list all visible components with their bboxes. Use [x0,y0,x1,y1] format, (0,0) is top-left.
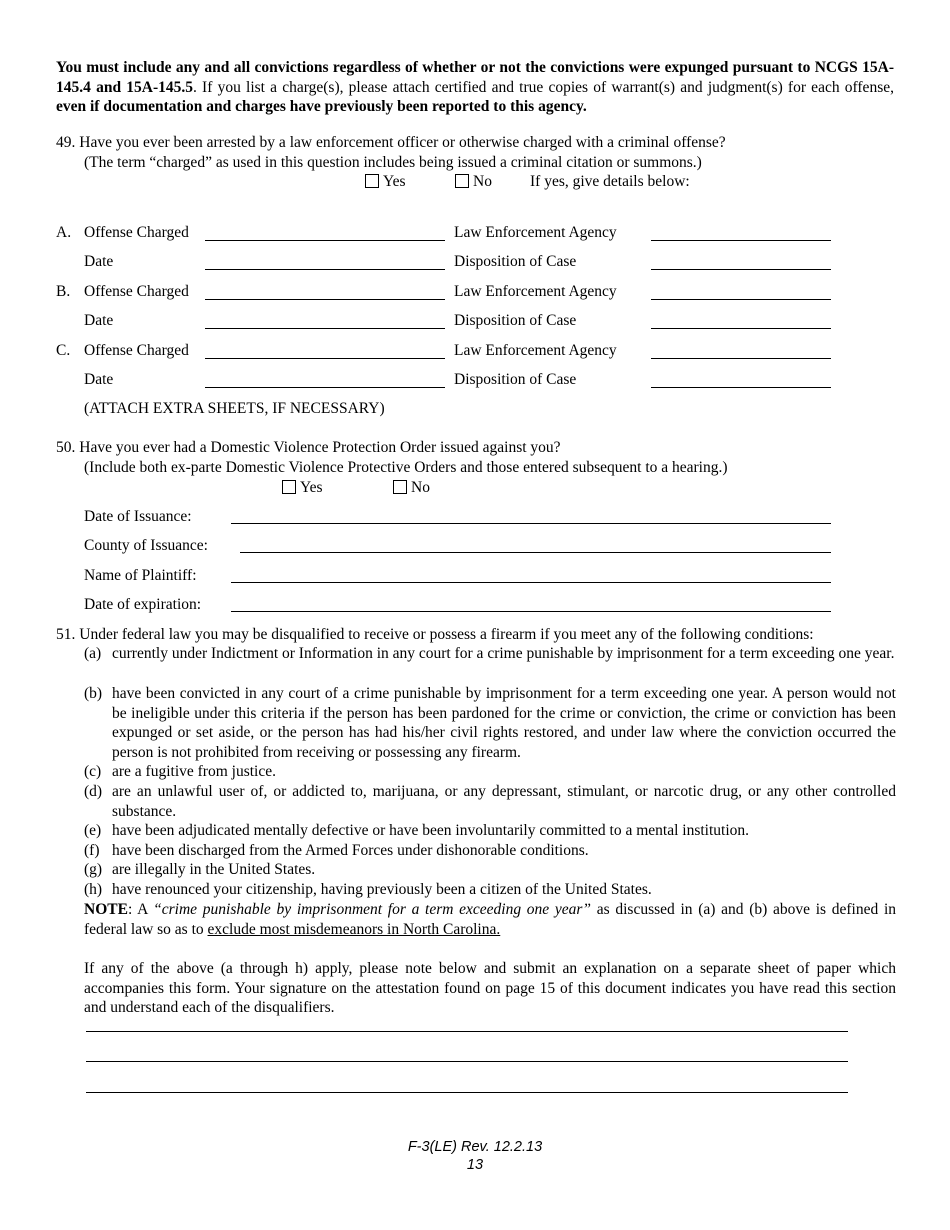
q51-question: 51. Under federal law you may be disqualified to receive or possess a firearm if you meet any of the following conditions: [56,626,814,643]
county-field[interactable] [240,552,831,553]
entry-a-agency-label: Law Enforcement Agency [454,224,617,241]
entry-c-agency-label: Law Enforcement Agency [454,342,617,359]
issuance-date-label: Date of Issuance: [84,508,192,525]
q49-yes-option[interactable] [365,172,406,191]
q51-item-h-text: have renounced your citizenship, having previously been a citizen of the United States. [112,881,652,898]
q51-item-c-label: (c) [84,763,102,780]
county-label: County of Issuance: [84,537,208,554]
entry-c-offense-field[interactable] [205,358,445,359]
q51-item-d-text: are an unlawful user of, or addicted to, marijuana, or any depressant, stimulant, or narcotic drug, or any other controlled substance. [112,783,896,820]
q51-item-e [84,821,896,841]
q50-yes-option[interactable] [282,478,323,497]
q51-item-h [84,880,896,900]
entry-a-date-field[interactable] [205,269,445,270]
entry-c-agency-field[interactable] [651,358,831,359]
expiration-field[interactable] [231,611,831,612]
q51-item-b-text: have been convicted in any court of a crime punishable by imprisonment for a term exceeding one year. A person would not be ineligible under this criteria if the person has been pardoned for the crime or conviction, the crime or conviction has been expunged or set aside, or the person has had his/her civil rights restored, and under law where the conviction occurred the person is not prohibited from receiving or possessing any firearm. [112,685,896,761]
entry-c-letter: C. [56,342,71,359]
entry-b-disposition-label: Disposition of Case [454,312,577,329]
q51-item-h-label: (h) [84,881,103,898]
q50-no-checkbox[interactable] [393,480,407,494]
entry-b-letter: B. [56,283,71,300]
entry-a-disposition-field[interactable] [651,269,831,270]
entry-a-disposition-label: Disposition of Case [454,253,577,270]
note-underline: exclude most misdemeanors in North Carolina. [207,920,501,938]
q49-no-option[interactable] [455,172,492,191]
entry-c-disposition-label: Disposition of Case [454,371,577,388]
attach-note: (ATTACH EXTRA SHEETS, IF NECESSARY) [84,400,385,417]
note-italic: “crime punishable by imprisonment for a term exceeding one year” [153,901,592,918]
q51-item-c [84,762,896,782]
q50-note: (Include both ex-parte Domestic Violence Protective Orders and those entered subsequent to a hearing.) [84,459,728,476]
entry-b-offense-label: Offense Charged [84,283,189,300]
entry-b-agency-label: Law Enforcement Agency [454,283,617,300]
intro-bold-2: even if documentation and charges have previously been reported to this agency. [56,98,587,115]
entry-c-offense-label: Offense Charged [84,342,189,359]
entry-c-date-field[interactable] [205,387,445,388]
explanation-line-3[interactable] [86,1092,848,1093]
page-number: 13 [466,1157,484,1173]
q51-item-e-text: have been adjudicated mentally defective or have been involuntarily committed to a mental institution. [112,822,750,839]
q51-item-b-label: (b) [84,685,103,702]
q51-item-c-text: are a fugitive from justice. [112,763,276,780]
q49-note: (The term “charged” as used in this question includes being issued a criminal citation or summons.) [84,154,702,171]
q51-item-d-label: (d) [84,783,103,800]
q50-yes-checkbox[interactable] [282,480,296,494]
q51-item-f-text: have been discharged from the Armed Forces under dishonorable conditions. [112,842,589,859]
q51-note [84,900,896,939]
note-text-b: as discussed in (a) and (b) above is defined in federal law so as to [84,901,897,938]
intro-bold-1: You must include any and all convictions regardless of whether or not the convictions were expunged pursuant to NCGS 15A-145.4 and 15A-145.5 [56,59,894,96]
entry-a-date-label: Date [84,253,114,270]
q49-question: 49. Have you ever been arrested by a law enforcement officer or otherwise charged with a criminal offense? [56,134,726,151]
entry-b-date-label: Date [84,312,114,329]
q51-item-d [84,782,896,821]
q51-item-b [84,684,896,762]
q49-yes-label: Yes [383,173,406,190]
q51-item-f-label: (f) [84,842,100,859]
entry-a-offense-label: Offense Charged [84,224,189,241]
q49-no-label: No [473,173,492,190]
q50-no-option[interactable] [393,478,430,497]
q49-no-checkbox[interactable] [455,174,469,188]
q49-details-label: If yes, give details below: [530,173,690,190]
q51-item-f [84,841,896,861]
q51-item-e-label: (e) [84,822,102,839]
q50-question: 50. Have you ever had a Domestic Violence Protection Order issued against you? [56,439,561,456]
q51-item-a-text: currently under Indictment or Information in any court for a crime punishable by imprisonment for a term exceeding one year. [112,645,895,662]
explanation-line-2[interactable] [86,1061,848,1062]
note-label: NOTE [84,901,128,918]
q49-yes-checkbox[interactable] [365,174,379,188]
entry-b-offense-field[interactable] [205,299,445,300]
expiration-label: Date of expiration: [84,596,202,613]
entry-b-date-field[interactable] [205,328,445,329]
note-text-a: : A [127,901,154,918]
entry-a-letter: A. [56,224,72,241]
q50-no-label: No [411,479,430,496]
q51-item-a-label: (a) [84,645,102,662]
entry-c-date-label: Date [84,371,114,388]
intro-text: . If you list a charge(s), please attach certified and true copies of warrant(s) and judgment(s) for each offense, [192,78,894,96]
explanation-line-1[interactable] [86,1031,848,1032]
q51-item-a [84,644,896,664]
entry-c-disposition-field[interactable] [651,387,831,388]
form-number: F-3(LE) Rev. 12.2.13 [407,1139,543,1155]
q50-yes-label: Yes [300,479,323,496]
issuance-date-field[interactable] [231,523,831,524]
q51-item-g-label: (g) [84,861,103,878]
intro-paragraph [56,58,894,117]
entry-a-agency-field[interactable] [651,240,831,241]
q51-explanation: If any of the above (a through h) apply, please note below and submit an explanation on a separate sheet of paper which accompanies this form. Your signature on the attestation found on page 15 of this document indicates you have read this section and understand each of the disqualifiers. [84,960,896,1016]
entry-b-agency-field[interactable] [651,299,831,300]
plaintiff-field[interactable] [231,582,831,583]
q51-item-g [84,860,896,880]
q51-item-g-text: are illegally in the United States. [112,861,316,878]
plaintiff-label: Name of Plaintiff: [84,567,197,584]
entry-b-disposition-field[interactable] [651,328,831,329]
entry-a-offense-field[interactable] [205,240,445,241]
